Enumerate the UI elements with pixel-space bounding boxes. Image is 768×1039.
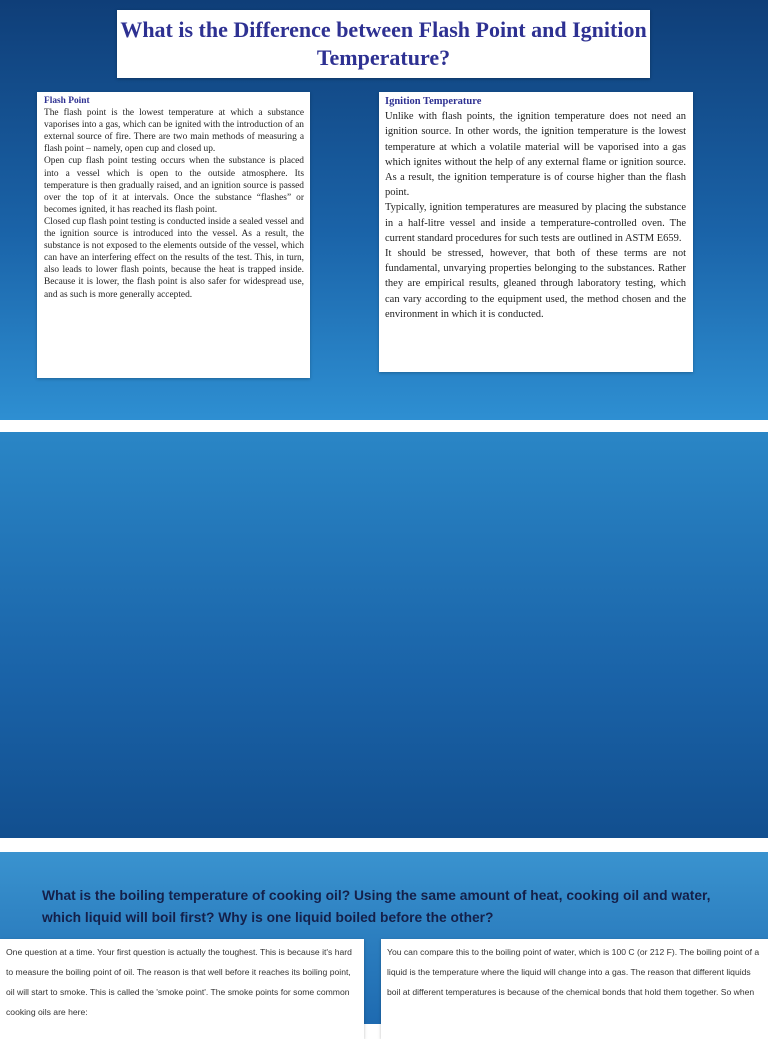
- ignition-temperature-box: [379, 92, 693, 372]
- cooking-oil-answer-left: [0, 939, 364, 1039]
- flash-point-paragraph: Closed cup flash point testing is conducted inside a sealed vessel and the ignition source is introduced into the vessel. As a result, the substance is not exposed to the elements outside of the vessel, which can have an interfering effect on the results of the test. This, in turn, also leads to lower flash points, because the heat is trapped inside. Because it is lower, the flash point is also safer for widespread use, and as such is more generally accepted.: [44, 216, 304, 300]
- ignition-temperature-paragraph: Unlike with flash points, the ignition temperature does not need an ignition source. In other words, the ignition temperature is the lowest temperature at which a volatile material will be vaporised into a gas which ignites without the help of any external flame or ignition source. As a result, the ignition temperature is of course higher than the flash point.: [385, 111, 686, 199]
- cooking-oil-question: What is the boiling temperature of cooking oil? Using the same amount of heat, cooking oil and water, which liquid will boil first? Why is one liquid boiled before the other?: [42, 888, 711, 925]
- flash-point-paragraph: Open cup flash point testing occurs when the substance is placed into a vessel which is open to the outside atmosphere. Its temperature is then gradually raised, and an ignition source is passed over the top of it at intervals. Once the substance “flashes” or becomes ignited, it has reached its flash point.: [44, 156, 304, 215]
- cooking-oil-answer-right: [381, 939, 768, 1039]
- cooking-oil-answer-text: One question at a time. Your first question is actually the toughest. This is because it's hard to measure the boiling point of oil. The reason is that well before it reaches its boiling point, oil will start to smoke. This is called the 'smoke point'. The smoke points for some common cooking oils are here:: [6, 947, 352, 1017]
- title-box: [117, 10, 650, 78]
- flash-point-heading: Flash Point: [44, 96, 90, 106]
- cooking-oil-answer-text: You can compare this to the boiling point of water, which is 100 C (or 212 F). The boiling point of a liquid is the temperature where the liquid will change into a gas. The reason that different liquids boil at different temperatures is because of the chemical bonds that hold them together. So when: [387, 947, 760, 997]
- flash-point-box: [37, 92, 310, 378]
- comparison-panel: [0, 0, 768, 420]
- definitions-panel: [0, 432, 768, 838]
- ignition-temperature-paragraph: Typically, ignition temperatures are measured by placing the substance in a half-litre vessel and inside a temperature-controlled oven. The current standard procedures for such tests are outlined in ASTM E659.: [385, 202, 686, 244]
- ignition-temperature-heading: Ignition Temperature: [385, 96, 482, 107]
- flash-point-paragraph: The flash point is the lowest temperature at which a substance vaporises into a gas, which can be ignited with the introduction of an external source of fire. There are two main methods of measuring a flash point – namely, open cup and closed up.: [44, 108, 304, 155]
- page-title: What is the Difference between Flash Point and Ignition Temperature?: [120, 17, 647, 70]
- ignition-temperature-paragraph: It should be stressed, however, that both of these terms are not fundamental, unvarying properties belonging to the substances. Rather they are empirical results, gleaned through laboratory testing, which can vary according to the equipment used, the method chosen and the environment in which it is conducted.: [385, 248, 686, 320]
